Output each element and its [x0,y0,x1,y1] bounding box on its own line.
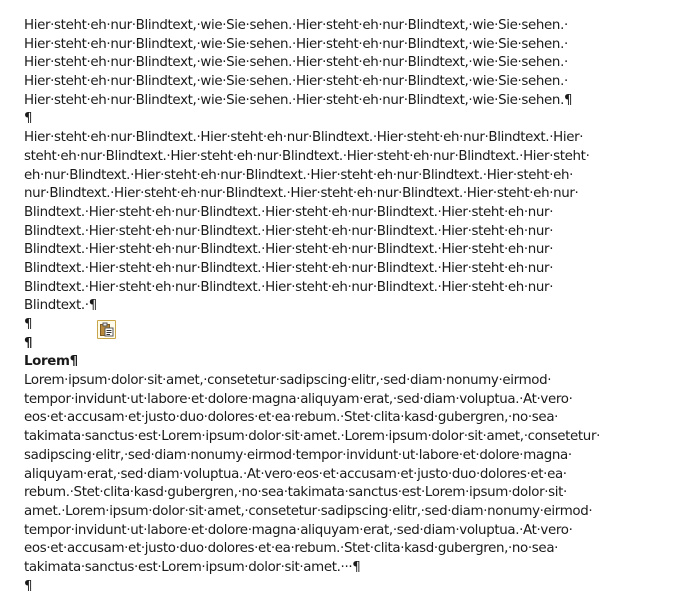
empty-paragraph-mark: ¶ [24,111,33,127]
text-line: Blindtext.·Hier·steht·eh·nur·Blindtext.·Hier·steht·eh·nur·Blindtext.·Hier·steht·eh·nur· [24,204,554,220]
paragraph-1 [24,17,674,110]
text-line: Blindtext.·Hier·steht·eh·nur·Blindtext.·Hier·steht·eh·nur·Blindtext.·Hier·steht·eh·nur· [24,223,554,239]
text-line: aliquyam·erat,·sed·diam·voluptua.·At·vero·eos·et·accusam·et·justo·duo·dolores·et·ea· [24,466,567,482]
text-line: Hier·steht·eh·nur·Blindtext,·wie·Sie·sehen.·Hier·steht·eh·nur·Blindtext,·wie·Sie·sehen.· [24,36,568,52]
empty-paragraph-mark-bold: ¶ [24,335,33,351]
text-line: rebum.·Stet·clita·kasd·gubergren,·no·sea·takimata·sanctus·est·Lorem·ipsum·dolor·sit· [24,485,567,501]
text-line: nur·Blindtext.·Hier·steht·eh·nur·Blindtext.·Hier·steht·eh·nur·Blindtext.·Hier·steht·eh·nur· [24,186,579,202]
text-line: sadipscing·elitr,·sed·diam·nonumy·eirmod·tempor·invidunt·ut·labore·et·dolore·magna· [24,447,572,463]
text-line: steht·eh·nur·Blindtext.·Hier·steht·eh·nur·Blindtext.·Hier·steht·eh·nur·Blindtext.·Hier·steht· [24,148,590,164]
text-line: tempor·invidunt·ut·labore·et·dolore·magna·aliquyam·erat,·sed·diam·voluptua.·At·vero· [24,522,573,538]
text-line: eos·et·accusam·et·justo·duo·dolores·et·ea·rebum.·Stet·clita·kasd·gubergren,·no·sea· [24,541,559,557]
text-line: takimata·sanctus·est·Lorem·ipsum·dolor·sit·amet.···¶ [24,559,361,575]
text-line: Hier·steht·eh·nur·Blindtext,·wie·Sie·sehen.·Hier·steht·eh·nur·Blindtext,·wie·Sie·sehen.· [24,18,568,33]
text-line: Hier·steht·eh·nur·Blindtext,·wie·Sie·sehen.·Hier·steht·eh·nur·Blindtext,·wie·Sie·sehen.· [24,55,568,71]
paragraph-3 [24,372,674,578]
text-line: Hier·steht·eh·nur·Blindtext.·Hier·steht·eh·nur·Blindtext.·Hier·steht·eh·nur·Blindtext.·Hier· [24,130,584,146]
text-line: Hier·steht·eh·nur·Blindtext,·wie·Sie·sehen.·Hier·steht·eh·nur·Blindtext,·wie·Sie·sehen.· [24,74,568,90]
text-line: Lorem·ipsum·dolor·sit·amet,·consetetur·sadipscing·elitr,·sed·diam·nonumy·eirmod· [24,373,552,389]
text-line: eos·et·accusam·et·justo·duo·dolores·et·ea·rebum.·Stet·clita·kasd·gubergren,·no·sea· [24,410,559,426]
text-line: takimata·sanctus·est·Lorem·ipsum·dolor·sit·amet.·Lorem·ipsum·dolor·sit·amet,·consetetur· [24,429,601,445]
text-line: amet.·Lorem·ipsum·dolor·sit·amet,·consetetur·sadipscing·elitr,·sed·diam·nonumy·eirmod· [24,503,593,519]
text-line: Blindtext.·¶ [24,298,97,314]
text-line: Hier·steht·eh·nur·Blindtext,·wie·Sie·sehen.·Hier·steht·eh·nur·Blindtext,·wie·Sie·sehen.¶ [24,92,573,108]
empty-paragraph-mark: ¶ [24,578,33,594]
heading-lorem: Lorem¶ [24,354,78,370]
clipboard-paste-icon [99,322,114,337]
text-line: eh·nur·Blindtext.·Hier·steht·eh·nur·Blindtext.·Hier·steht·eh·nur·Blindtext.·Hier·steht·eh· [24,167,574,183]
text-line: Blindtext.·Hier·steht·eh·nur·Blindtext.·Hier·steht·eh·nur·Blindtext.·Hier·steht·eh·nur· [24,279,554,295]
text-line: Blindtext.·Hier·steht·eh·nur·Blindtext.·Hier·steht·eh·nur·Blindtext.·Hier·steht·eh·nur· [24,260,554,276]
paragraph-2 [24,129,674,316]
paste-options-button[interactable] [97,320,116,339]
document-body[interactable] [24,17,674,596]
text-line: Blindtext.·Hier·steht·eh·nur·Blindtext.·Hier·steht·eh·nur·Blindtext.·Hier·steht·eh·nur· [24,242,554,258]
empty-paragraph-mark: ¶ [24,317,33,332]
text-line: tempor·invidunt·ut·labore·et·dolore·magna·aliquyam·erat,·sed·diam·voluptua.·At·vero· [24,391,573,407]
